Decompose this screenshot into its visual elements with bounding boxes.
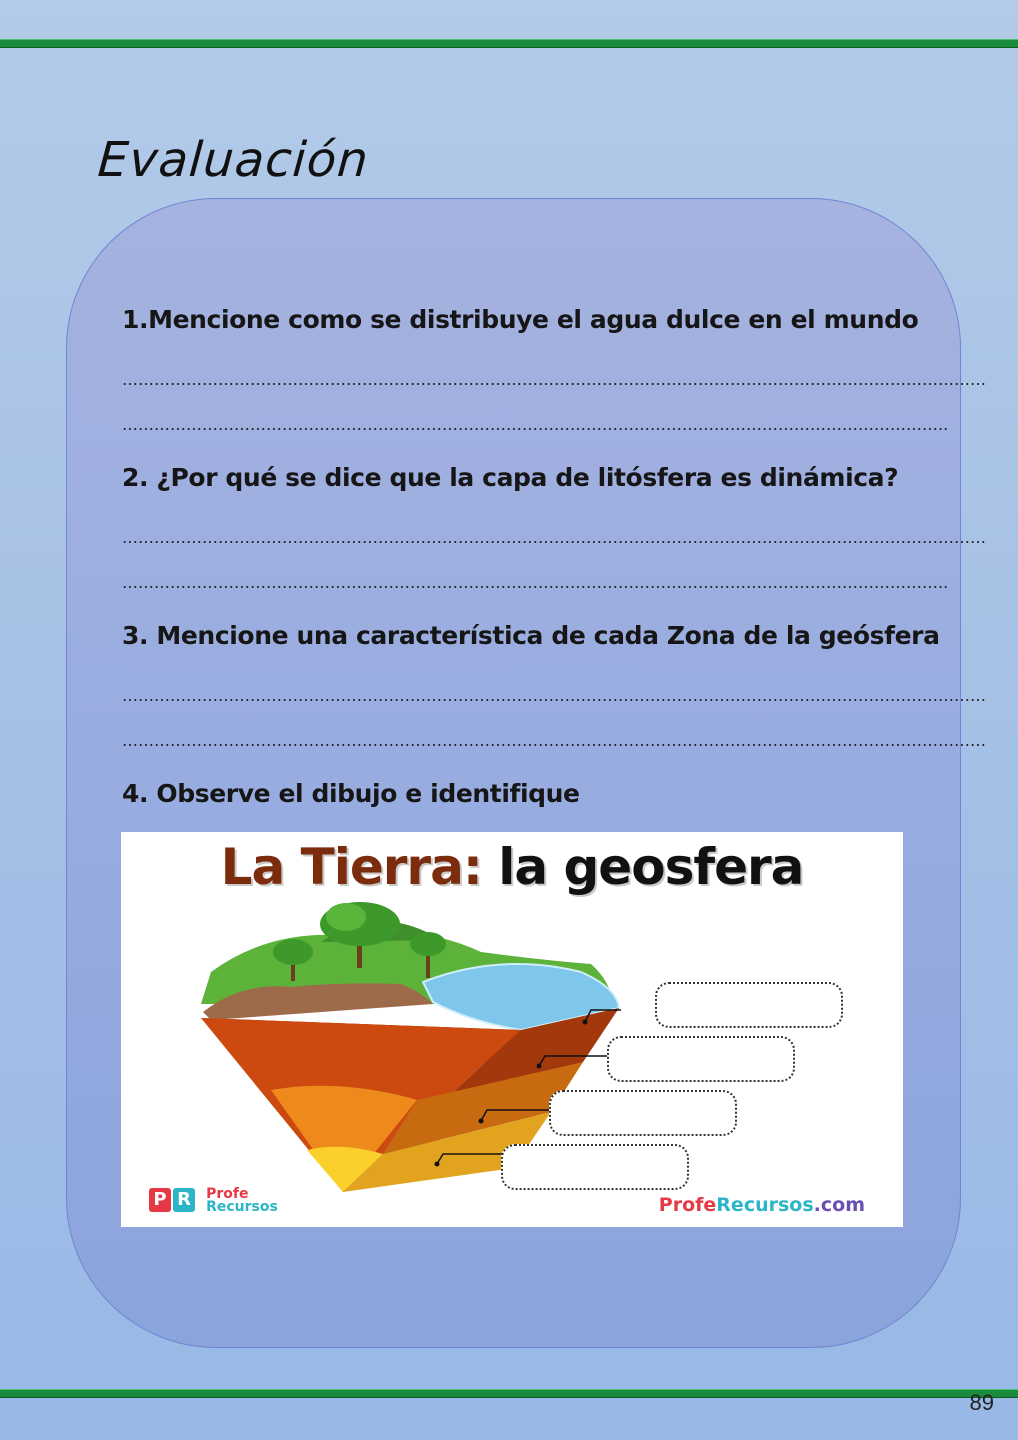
label-box-2[interactable] xyxy=(607,1036,795,1082)
question-2: 2. ¿Por qué se dice que la capa de litósfera es dinámica? xyxy=(122,463,899,492)
answer-line-2b[interactable]: ……………………………………………………………………………………………………………………………………….. xyxy=(122,573,949,592)
brand-badge-p: P xyxy=(149,1188,171,1212)
answer-line-3a[interactable]: ……………………………………………………………………………………………………………………………………………… xyxy=(122,686,986,705)
question-3: 3. Mencione una característica de cada Zona de la geósfera xyxy=(122,621,940,650)
answer-line-1a[interactable]: ……………………………………………………………………………………………………………………………………………… xyxy=(122,370,986,389)
question-1: 1.Mencione como se distribuye el agua dulce en el mundo xyxy=(122,305,919,334)
brand-line2: Recursos xyxy=(206,1199,278,1215)
page-title: Evaluación xyxy=(96,132,371,188)
site-part2: Recursos xyxy=(716,1194,814,1216)
brand-text xyxy=(206,1188,278,1214)
top-divider xyxy=(0,40,1018,47)
site-part1: Profe xyxy=(658,1194,717,1216)
page-number: 89 xyxy=(969,1390,994,1415)
answer-line-3b[interactable]: ……………………………………………………………………………………………………………………………………………… xyxy=(122,731,986,750)
site-url xyxy=(659,1194,865,1216)
bottom-divider xyxy=(0,1390,1018,1397)
figure-title-part1: La Tierra: xyxy=(220,838,482,896)
answer-line-1b[interactable]: ……………………………………………………………………………………………………………………………………….. xyxy=(122,415,949,434)
question-4: 4. Observe el dibujo e identifique xyxy=(122,779,580,808)
profe-recursos-logo xyxy=(149,1188,278,1214)
figure-title-part2: la geosfera xyxy=(498,838,804,896)
brand-badge-r: R xyxy=(173,1188,195,1212)
label-box-1[interactable] xyxy=(655,982,843,1028)
answer-line-2a[interactable]: ……………………………………………………………………………………………………………………………………………… xyxy=(122,528,986,547)
label-box-4[interactable] xyxy=(501,1144,689,1190)
site-part3: .com xyxy=(813,1194,865,1216)
geosphere-figure xyxy=(121,832,903,1227)
label-box-3[interactable] xyxy=(549,1090,737,1136)
brand-line1: Profe xyxy=(206,1186,249,1202)
